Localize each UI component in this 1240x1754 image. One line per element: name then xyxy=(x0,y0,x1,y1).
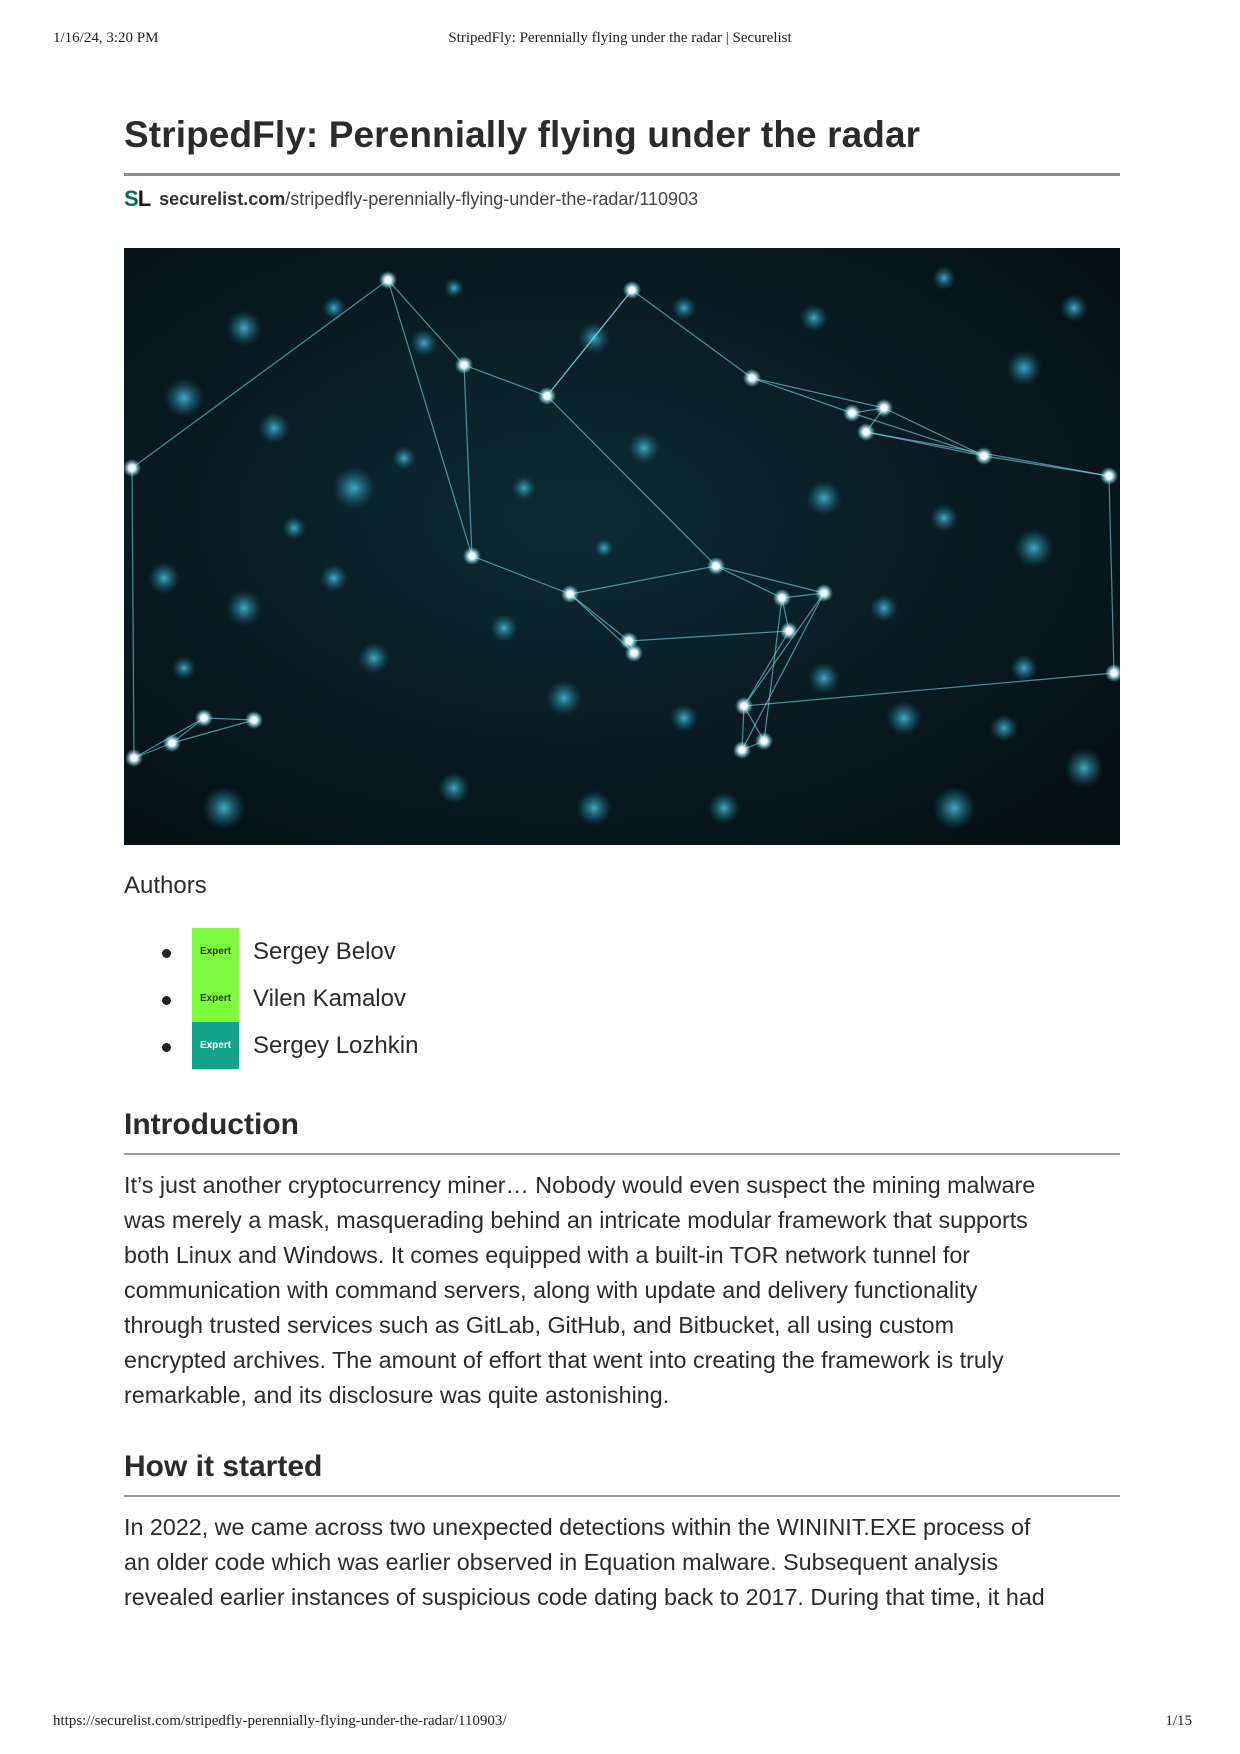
blurred-node xyxy=(670,704,698,732)
network-node xyxy=(625,644,643,662)
blurred-node xyxy=(594,538,614,558)
network-node xyxy=(733,741,751,759)
network-node xyxy=(623,281,641,299)
blurred-node xyxy=(332,466,376,510)
text-line: both Linux and Windows. It comes equipped with a built-in TOR network tunnel for xyxy=(124,1242,971,1268)
blurred-node xyxy=(226,310,262,346)
text-line: revealed earlier instances of suspicious code dating back to 2017. During that time, it had xyxy=(124,1584,1045,1610)
network-node xyxy=(463,547,481,565)
network-node xyxy=(245,711,263,729)
text-line: remarkable, and its disclosure was quite astonishing. xyxy=(124,1382,670,1408)
section-divider xyxy=(124,1495,1120,1497)
blurred-node xyxy=(808,662,840,694)
blurred-node xyxy=(672,296,696,320)
author-name-link[interactable]: Vilen Kamalov xyxy=(253,985,406,1012)
blurred-node xyxy=(930,504,958,532)
bullet-icon xyxy=(162,1043,171,1052)
blurred-node xyxy=(990,714,1018,742)
bullet-icon xyxy=(162,949,171,958)
blurred-node xyxy=(932,786,976,830)
network-node xyxy=(163,734,181,752)
blurred-node xyxy=(1010,654,1038,682)
network-node xyxy=(735,697,753,715)
blurred-node xyxy=(1014,528,1054,568)
hero-image xyxy=(124,248,1120,845)
network-node xyxy=(875,399,893,417)
blurred-node xyxy=(932,266,956,290)
blurred-node xyxy=(258,412,290,444)
print-page-number: 1/15 xyxy=(1165,1713,1192,1729)
text-line: encrypted archives. The amount of effort that went into creating the framework is truly xyxy=(124,1347,1004,1373)
network-node xyxy=(561,585,579,603)
network-node xyxy=(755,732,773,750)
source-domain: securelist.com xyxy=(159,188,286,209)
section-divider xyxy=(124,1153,1120,1155)
blurred-node xyxy=(800,304,828,332)
article-title: StripedFly: Perennially flying under the radar xyxy=(124,114,921,155)
blurred-node xyxy=(410,329,438,357)
text-line: In 2022, we came across two unexpected detections within the WININIT.EXE process of xyxy=(124,1514,1031,1540)
authors-label: Authors xyxy=(124,872,207,899)
blurred-node xyxy=(392,446,416,470)
network-node xyxy=(815,584,833,602)
text-line: communication with command servers, along with update and delivery functionality xyxy=(124,1277,978,1303)
blurred-node xyxy=(358,642,390,674)
network-node xyxy=(857,423,875,441)
author-avatar-badge: Expert xyxy=(192,975,239,1022)
blurred-node xyxy=(886,700,922,736)
section-heading-how-it-started: How it started xyxy=(124,1450,323,1483)
title-divider xyxy=(124,173,1120,176)
network-node xyxy=(707,557,725,575)
text-line: It’s just another cryptocurrency miner… Nobody would even suspect the mining malware xyxy=(124,1172,1036,1198)
blurred-node xyxy=(490,614,518,642)
source-path: /stripedfly-perennially-flying-under-the-radar/110903 xyxy=(285,188,699,209)
blurred-node xyxy=(226,590,262,626)
network-node xyxy=(843,404,861,422)
blurred-node xyxy=(806,480,842,516)
network-node xyxy=(379,271,397,289)
author-name-link[interactable]: Sergey Belov xyxy=(253,938,396,965)
blurred-node xyxy=(320,564,348,592)
network-node xyxy=(975,447,993,465)
print-url: https://securelist.com/stripedfly-perennially-flying-under-the-radar/110903/ xyxy=(53,1713,507,1729)
text-line: an older code which was earlier observed in Equation malware. Subsequent analysis xyxy=(124,1549,999,1575)
blurred-node xyxy=(1006,350,1042,386)
blurred-node xyxy=(708,792,740,824)
network-node xyxy=(455,356,473,374)
blurred-node xyxy=(870,594,898,622)
source-line xyxy=(124,186,698,212)
how-it-started-paragraph xyxy=(124,1510,1120,1615)
text-line: through trusted services such as GitLab, GitHub, and Bitbucket, all using custom xyxy=(124,1312,955,1338)
section-heading-introduction: Introduction xyxy=(124,1108,299,1141)
blurred-node xyxy=(282,516,306,540)
blurred-node xyxy=(1064,748,1104,788)
logo-letter-s: S xyxy=(124,186,138,211)
blurred-node xyxy=(202,786,246,830)
author-avatar-badge: Expert xyxy=(192,928,239,975)
author-name-link[interactable]: Sergey Lozhkin xyxy=(253,1032,419,1059)
network-node xyxy=(743,369,761,387)
bullet-icon xyxy=(162,996,171,1005)
securelist-logo-icon xyxy=(124,186,150,212)
introduction-paragraph xyxy=(124,1168,1120,1413)
author-avatar-badge: Expert xyxy=(192,1022,239,1069)
blurred-node xyxy=(438,772,470,804)
blurred-node xyxy=(444,278,464,298)
blurred-node xyxy=(148,562,180,594)
network-graph-image xyxy=(124,248,1120,845)
blurred-node xyxy=(576,790,612,826)
blurred-node xyxy=(512,476,536,500)
network-node xyxy=(125,749,143,767)
blurred-node xyxy=(164,378,204,418)
print-datetime: 1/16/24, 3:20 PM xyxy=(53,30,159,46)
blurred-node xyxy=(172,656,196,680)
network-node xyxy=(1100,467,1118,485)
network-node xyxy=(195,709,213,727)
print-page-title: StripedFly: Perennially flying under the radar | Securelist xyxy=(448,30,792,46)
network-node xyxy=(773,589,791,607)
text-line: was merely a mask, masquerading behind an intricate modular framework that supports xyxy=(124,1207,1028,1233)
network-node xyxy=(780,622,798,640)
blurred-node xyxy=(322,296,346,320)
blurred-node xyxy=(1060,294,1088,322)
logo-letter-l: L xyxy=(137,186,151,211)
blurred-node xyxy=(546,680,582,716)
network-node xyxy=(538,387,556,405)
blurred-node xyxy=(628,432,660,464)
source-link[interactable] xyxy=(159,189,698,210)
